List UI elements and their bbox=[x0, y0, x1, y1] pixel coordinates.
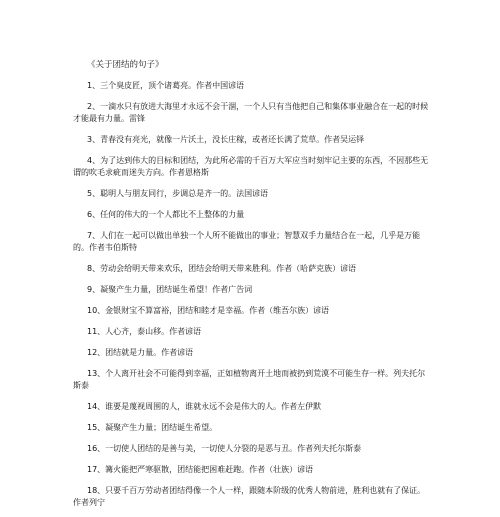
list-item: 18、只要千百万劳动者团结得像一个人一样，跟随本阶级的优秀人物前进，胜利也就有了保证。作者列宁 bbox=[73, 486, 426, 507]
list-item: 14、谁要是蔑视周围的人，谁就永远不会是伟大的人。作者左伊默 bbox=[87, 402, 322, 411]
list-item: 10、金银财宝不算富裕，团结和睦才是幸福。作者（维吾尔族）谚语 bbox=[87, 306, 330, 315]
list-item: 5、聪明人与朋友同行，步调总是齐一的。法国谚语 bbox=[87, 189, 269, 198]
list-item: 4、为了达到伟大的目标和团结，为此所必需的千百万大军应当时刻牢记主要的东西，不因那些无谓的吹毛求疵而迷失方向。作者恩格斯 bbox=[73, 156, 429, 177]
list-item: 8、劳动会给明天带来欢乐，团结会给明天带来胜利。作者（哈萨克族）谚语 bbox=[87, 264, 357, 273]
list-item: 12、团结就是力量。作者谚语 bbox=[87, 348, 194, 357]
list-item: 7、人们在一起可以做出单独一个人所不能做出的事业；智慧双手力量结合在一起，几乎是万能的。作者韦伯斯特 bbox=[73, 231, 421, 252]
list-item: 15、凝聚产生力量；团结诞生希望。 bbox=[87, 423, 218, 432]
list-item: 11、人心齐，泰山移。作者谚语 bbox=[87, 327, 202, 336]
list-item: 13、个人离开社会不可能得到幸福，正如植物离开土地而被扔到荒漠不可能生存一样。列夫托尔斯泰 bbox=[73, 369, 426, 390]
list-item: 6、任何的伟大的一个人都比不上整体的力量 bbox=[87, 210, 245, 219]
list-item: 2、一滴水只有放进大海里才永远不会干涸，一个人只有当他把自己和集体事业融合在一起的时候才能最有力量。雷锋 bbox=[73, 102, 429, 123]
list-item: 1、三个臭皮匠，顶个诸葛亮。作者中国谚语 bbox=[87, 81, 245, 90]
list-item: 3、青春没有亮光，就像一片沃土，没长庄稼，或者还长满了荒草。作者吴运铎 bbox=[87, 135, 365, 144]
document-title: 《关于团结的句子》 bbox=[87, 60, 164, 70]
list-item: 16、一切使人团结的是善与美，一切使人分裂的是恶与丑。作者列夫托尔斯泰 bbox=[87, 444, 362, 453]
list-item: 17、篝火能把严寒驱散，团结能把困难赶跑。作者（壮族）谚语 bbox=[87, 465, 314, 474]
list-item: 9、凝聚产生力量，团结诞生希望！作者广告词 bbox=[87, 285, 253, 294]
